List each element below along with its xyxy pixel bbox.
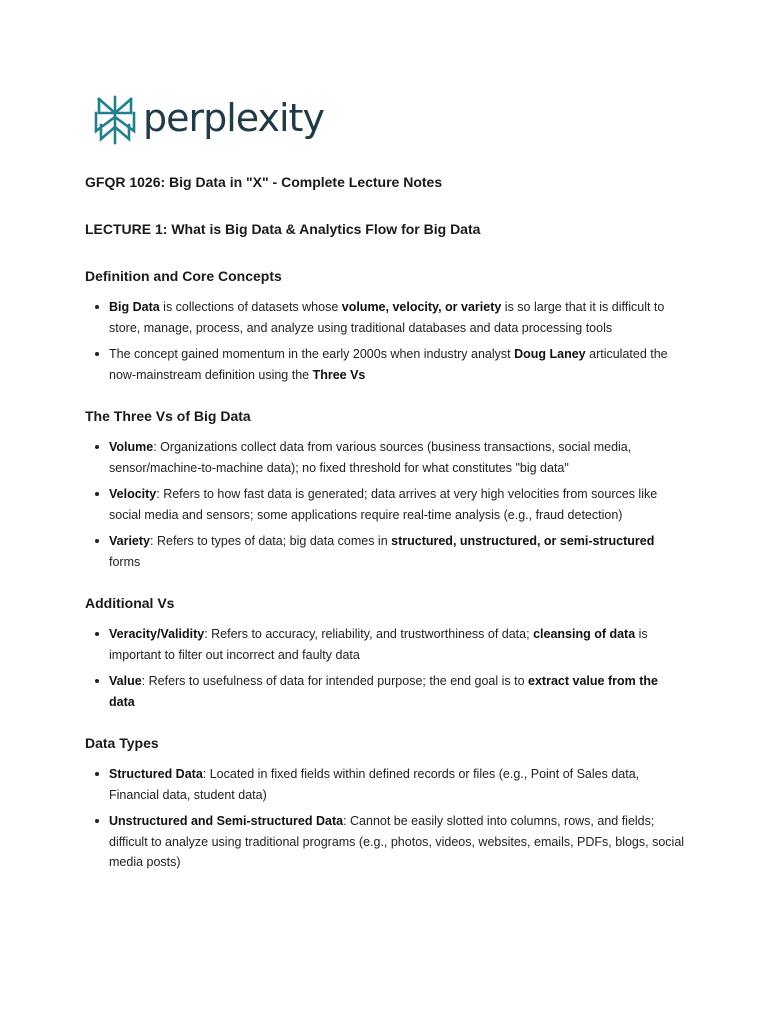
- bold-term: extract value from the data: [109, 674, 658, 709]
- list-item: [85, 484, 685, 525]
- list-item: [85, 624, 685, 665]
- perplexity-wordmark: perplexity: [143, 96, 324, 140]
- text-run: : Refers to usefulness of data for intended purpose; the end goal is to: [141, 674, 529, 688]
- text-run: is important to filter out incorrect and faulty data: [109, 627, 648, 662]
- text-run: : Organizations collect data from various sources (business transactions, social media, sensor/machine-to-machine data); no fixed threshold for what constitutes "big data": [109, 440, 632, 475]
- text-run: The concept gained momentum in the early 2000s when industry analyst: [109, 347, 515, 361]
- list-item: [85, 437, 685, 478]
- text-run: forms: [109, 554, 141, 569]
- text-run: is so large that it is difficult to store, manage, process, and analyze using traditional databases and data processing tools: [109, 300, 665, 335]
- text-run: : Located in fixed fields within defined records or files (e.g., Point of Sales data, Financial data, student data): [109, 767, 640, 802]
- bold-term: cleansing of data: [533, 627, 636, 641]
- document-title: GFQR 1026: Big Data in "X" - Complete Lecture Notes: [85, 174, 443, 190]
- bold-term: structured, unstructured, or semi-structured: [391, 534, 655, 548]
- lecture-title: LECTURE 1: What is Big Data & Analytics Flow for Big Data: [85, 221, 481, 237]
- list-item: [85, 297, 685, 338]
- bold-term: Value: [109, 674, 142, 688]
- list-item: [85, 764, 685, 805]
- text-run: : Refers to how fast data is generated; data arrives at very high velocities from sources like social media and sensors; some applications require real-time analysis (e.g., fraud detection): [109, 487, 658, 522]
- bold-term: volume, velocity, or variety: [341, 300, 502, 314]
- perplexity-logo-icon: [93, 95, 137, 145]
- document-body: [85, 171, 685, 873]
- bold-term: Doug Laney: [514, 347, 586, 361]
- bold-term: Big Data: [109, 300, 160, 314]
- bold-term: Variety: [109, 534, 151, 548]
- section-heading: Data Types: [85, 735, 159, 751]
- bullet-list: [85, 437, 685, 572]
- text-run: : Refers to types of data; big data comes in: [150, 534, 392, 548]
- bold-term: Volume: [109, 440, 154, 454]
- list-item: [85, 344, 685, 385]
- text-run: is collections of datasets whose: [159, 300, 342, 314]
- section-heading: Definition and Core Concepts: [85, 268, 282, 284]
- bold-term: Veracity/Validity: [109, 627, 205, 641]
- list-item: [85, 531, 685, 572]
- list-item: [85, 811, 685, 873]
- bold-term: Structured Data: [109, 767, 203, 781]
- text-run: : Cannot be easily slotted into columns, rows, and fields; difficult to analyze using traditional programs (e.g., photos, videos, websites, emails, PDFs, blogs, social media posts): [109, 814, 685, 869]
- text-run: : Refers to accuracy, reliability, and trustworthiness of data;: [204, 627, 534, 641]
- list-item: [85, 671, 685, 712]
- text-run: articulated the now-mainstream definition using the: [109, 347, 668, 382]
- bullet-list: [85, 297, 685, 385]
- perplexity-logo: [93, 94, 324, 146]
- bold-term: Velocity: [109, 487, 157, 501]
- bullet-list: [85, 764, 685, 873]
- bold-term: Unstructured and Semi-structured Data: [109, 814, 344, 828]
- sections: [85, 265, 685, 873]
- section-heading: The Three Vs of Big Data: [85, 408, 251, 424]
- bullet-list: [85, 624, 685, 712]
- section-heading: Additional Vs: [85, 595, 175, 611]
- bold-term: Three Vs: [312, 367, 366, 382]
